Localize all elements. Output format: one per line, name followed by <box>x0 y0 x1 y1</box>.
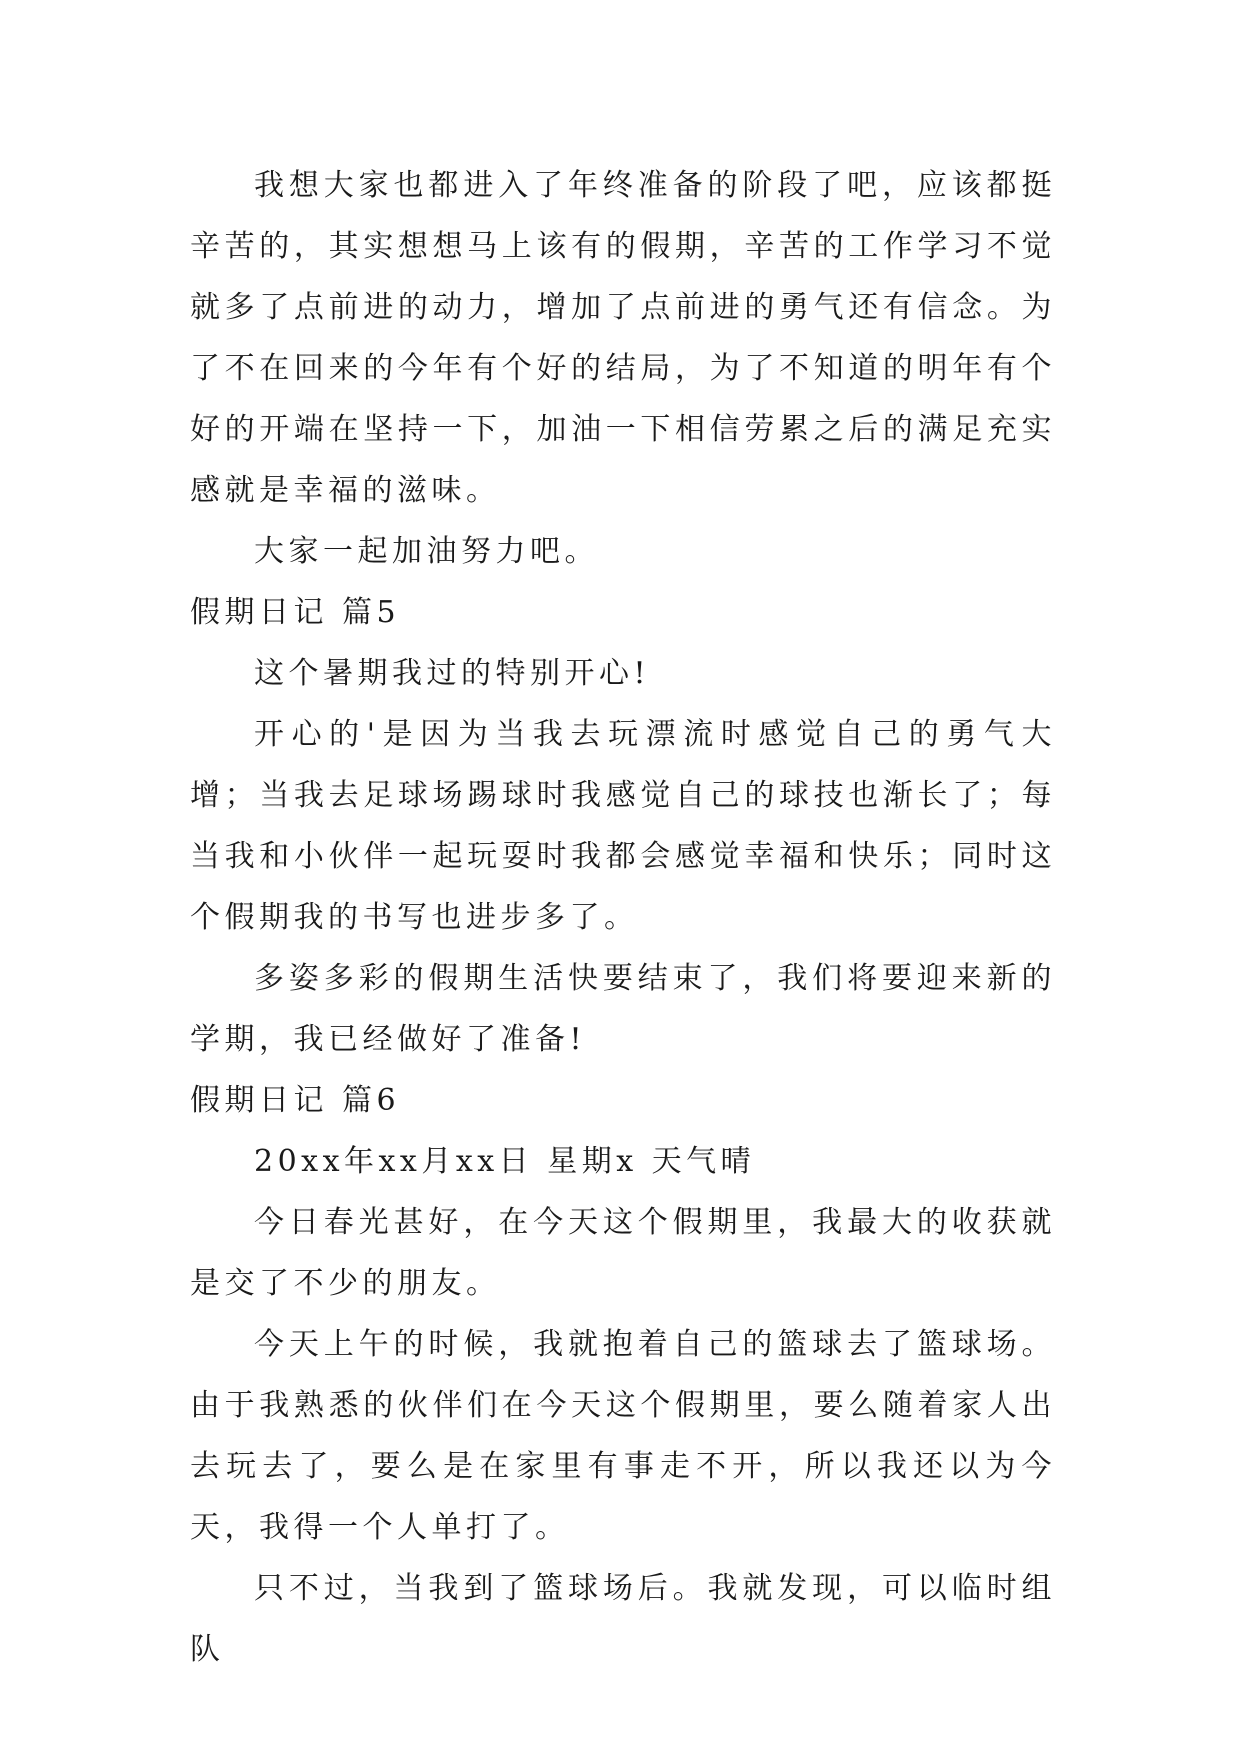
paragraph: 今日春光甚好，在今天这个假期里，我最大的收获就是交了不少的朋友。 <box>190 1205 1056 1301</box>
section-heading: 假期日记 篇6 <box>190 1083 401 1118</box>
paragraph: 今天上午的时候，我就抱着自己的篮球去了篮球场。由于我熟悉的伙伴们在今天这个假期里，要么随着家人出去玩去了，要么是在家里有事走不开，所以我还以为今天，我得一个人单打了。 <box>190 1327 1056 1545</box>
paragraph: 只不过，当我到了篮球场后。我就发现，可以临时组队 <box>190 1571 1056 1667</box>
paragraph: 大家一起加油努力吧。 <box>254 534 599 569</box>
paragraph: 这个暑期我过的特别开心! <box>254 656 651 691</box>
paragraph: 开心的'是因为当我去玩漂流时感觉自己的勇气大增；当我去足球场踢球时我感觉自己的球技也渐长了；每当我和小伙伴一起玩耍时我都会感觉幸福和快乐；同时这个假期我的书写也进步多了。 <box>190 717 1056 935</box>
section-heading: 假期日记 篇5 <box>190 595 401 630</box>
document-page <box>190 155 1056 1680</box>
paragraph: 我想大家也都进入了年终准备的阶段了吧，应该都挺辛苦的，其实想想马上该有的假期，辛苦的工作学习不觉就多了点前进的动力，增加了点前进的勇气还有信念。为了不在回来的今年有个好的结局，为了不知道的明年有个好的开端在坚持一下，加油一下相信劳累之后的满足充实感就是幸福的滋味。 <box>190 168 1056 508</box>
paragraph: 多姿多彩的假期生活快要结束了，我们将要迎来新的学期，我已经做好了准备! <box>190 961 1056 1057</box>
diary-date-line: 20xx年xx月xx日 星期x 天气晴 <box>254 1144 756 1179</box>
